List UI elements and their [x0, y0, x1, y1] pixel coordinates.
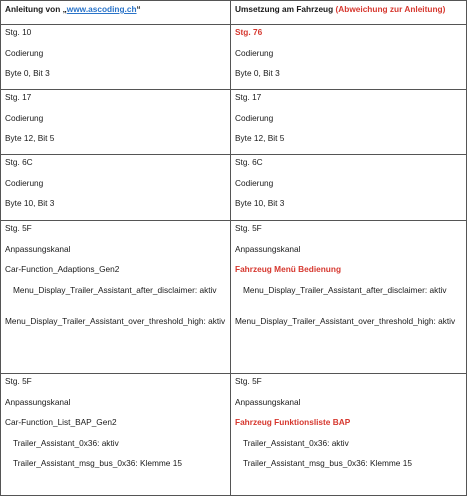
- header-left-prefix: Anleitung von „: [5, 4, 67, 14]
- setting: Byte 10, Bit 3: [5, 198, 55, 208]
- adaptation-value: Menu_Display_Trailer_Assistant_after_disclaimer: aktiv: [243, 284, 447, 295]
- method: Codierung: [5, 112, 44, 123]
- control-unit: Stg. 17: [235, 92, 262, 102]
- method: Anpassungskanal: [5, 396, 71, 407]
- setting: Byte 10, Bit 3: [235, 198, 285, 208]
- method: Codierung: [235, 112, 274, 123]
- method: Codierung: [235, 177, 274, 188]
- method: Anpassungskanal: [235, 243, 301, 254]
- adaptation-value: Menu_Display_Trailer_Assistant_over_threshold_high: aktiv: [235, 315, 456, 326]
- control-unit: Stg. 6C: [5, 157, 33, 167]
- instruction-cell: [1, 90, 231, 155]
- implementation-cell: [231, 374, 467, 496]
- channel-group-deviation: Fahrzeug Funktionsliste BAP: [235, 417, 351, 427]
- channel-group: Car-Function_List_BAP_Gen2: [5, 417, 117, 427]
- table-row: [1, 25, 467, 90]
- control-unit: Stg. 5F: [235, 223, 262, 233]
- control-unit: Stg. 10: [5, 27, 32, 37]
- header-deviation-note: (Abweichung zur Anleitung): [335, 4, 446, 14]
- instruction-cell: [1, 25, 231, 90]
- method: Anpassungskanal: [5, 243, 71, 254]
- table-header-row: [1, 1, 467, 25]
- control-unit: Stg. 5F: [5, 376, 32, 386]
- control-unit: Stg. 6C: [235, 157, 263, 167]
- adaptation-value: Trailer_Assistant_msg_bus_0x36: Klemme 15: [243, 458, 412, 468]
- setting: Byte 12, Bit 5: [235, 133, 285, 143]
- setting: Byte 12, Bit 5: [5, 133, 55, 143]
- header-instructions: [1, 1, 231, 25]
- adaptation-value: Trailer_Assistant_msg_bus_0x36: Klemme 15: [13, 458, 182, 468]
- implementation-cell: [231, 25, 467, 90]
- setting: Byte 0, Bit 3: [235, 68, 280, 78]
- implementation-cell: [231, 90, 467, 155]
- instruction-cell: [1, 374, 231, 496]
- method: Codierung: [5, 47, 44, 58]
- adaptation-value: Trailer_Assistant_0x36: aktiv: [243, 437, 349, 448]
- channel-group: Car-Function_Adaptions_Gen2: [5, 264, 120, 274]
- setting: Byte 0, Bit 3: [5, 68, 50, 78]
- channel-group-deviation: Fahrzeug Menü Bedienung: [235, 264, 342, 274]
- implementation-cell: [231, 221, 467, 374]
- ascoding-link[interactable]: www.ascoding.ch: [66, 4, 137, 14]
- instruction-cell: [1, 221, 231, 374]
- instruction-cell: [1, 155, 231, 221]
- method: Anpassungskanal: [235, 396, 301, 407]
- header-implementation: [231, 1, 467, 25]
- table-row: [1, 221, 467, 374]
- control-unit: Stg. 17: [5, 92, 32, 102]
- table-row: [1, 155, 467, 221]
- adaptation-value: Menu_Display_Trailer_Assistant_after_disclaimer: aktiv: [13, 284, 217, 295]
- control-unit: Stg. 5F: [5, 223, 32, 233]
- method: Codierung: [5, 177, 44, 188]
- header-left-suffix: “: [136, 4, 141, 14]
- header-right-main: Umsetzung am Fahrzeug: [235, 4, 336, 14]
- method: Codierung: [235, 47, 274, 58]
- table-row: [1, 374, 467, 496]
- implementation-cell: [231, 155, 467, 221]
- table-row: [1, 90, 467, 155]
- adaptation-value: Trailer_Assistant_0x36: aktiv: [13, 437, 119, 448]
- control-unit: Stg. 5F: [235, 376, 262, 386]
- adaptation-value: Menu_Display_Trailer_Assistant_over_threshold_high: aktiv: [5, 315, 226, 326]
- control-unit-deviation: Stg. 76: [235, 27, 263, 37]
